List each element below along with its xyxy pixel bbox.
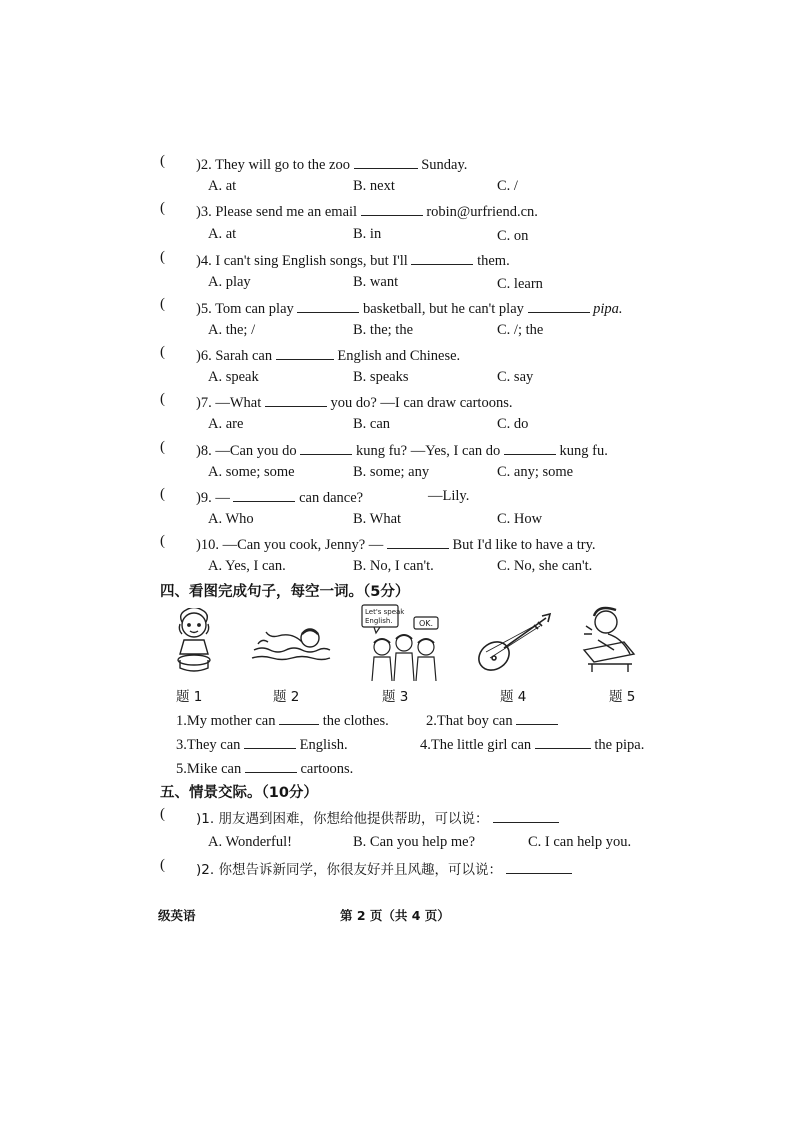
question-7: )7. —What you do? —I can draw cartoons. (196, 392, 512, 412)
answer-paren: ( (160, 249, 165, 265)
picture-4-pipa (474, 612, 554, 674)
option-b: B. can (353, 416, 391, 432)
option-b: B. No, I can't. (353, 558, 434, 574)
option-c: C. do (497, 416, 529, 432)
option-b: B. the; the (353, 322, 414, 338)
answer-blank[interactable] (300, 440, 352, 455)
caption-3: 题 3 (382, 689, 409, 705)
answer-blank[interactable] (387, 534, 449, 549)
answer-blank[interactable] (528, 298, 590, 313)
option-b: B. want (353, 274, 399, 290)
option-c: C. any; some (497, 464, 574, 480)
option-a: A. some; some (208, 464, 295, 480)
caption-5: 题 5 (609, 689, 636, 705)
answer-blank[interactable] (265, 392, 327, 407)
option-a: A. play (208, 274, 251, 290)
option-b: B. Can you help me? (353, 834, 476, 850)
situation-question-2: )2. 你想告诉新同学，你很友好并且风趣，可以说： (196, 858, 572, 878)
caption-2: 题 2 (273, 689, 300, 705)
caption-4: 题 4 (500, 689, 527, 705)
answer-paren: ( (160, 806, 165, 822)
sentence-5: 5.Mike can cartoons. (176, 758, 353, 778)
answer-paren: ( (160, 153, 165, 169)
footer-page-number: 第 2 页（共 4 页） (340, 908, 450, 923)
answer-paren: ( (160, 344, 165, 360)
option-a: A. Who (208, 511, 254, 527)
picture-5-drawing (578, 606, 638, 674)
option-b: B. What (353, 511, 402, 527)
sentence-3: 3.They can English. (176, 734, 348, 754)
question-3: )3. Please send me an email robin@urfriend.cn. (196, 201, 538, 221)
question-4: )4. I can't sing English songs, but I'll them. (196, 250, 510, 270)
question-5: )5. Tom can play basketball, but he can't play pipa. (196, 298, 623, 318)
answer-blank[interactable] (245, 758, 297, 773)
question-6: )6. Sarah can English and Chinese. (196, 345, 460, 365)
option-c: C. on (497, 228, 529, 244)
question-2: )2. They will go to the zoo Sunday. (196, 154, 467, 174)
question-9-answer: —Lily. (428, 488, 470, 504)
answer-blank[interactable] (493, 808, 559, 823)
option-c: C. /; the (497, 322, 544, 338)
answer-paren: ( (160, 486, 165, 502)
answer-blank[interactable] (361, 201, 423, 216)
option-a: A. at (208, 226, 237, 242)
option-a: A. speak (208, 369, 259, 385)
answer-paren: ( (160, 533, 165, 549)
option-c: C. I can help you. (528, 834, 632, 850)
option-c: C. learn (497, 276, 543, 292)
option-b: B. some; any (353, 464, 430, 480)
option-c: C. How (497, 511, 543, 527)
answer-paren: ( (160, 439, 165, 455)
svg-text:OK.: OK. (419, 619, 434, 628)
option-a: A. are (208, 416, 244, 432)
option-c: C. No, she can't. (497, 558, 593, 574)
answer-paren: ( (160, 296, 165, 312)
answer-blank[interactable] (233, 487, 295, 502)
answer-blank[interactable] (504, 440, 556, 455)
answer-blank[interactable] (279, 710, 319, 725)
option-c: C. say (497, 369, 534, 385)
picture-3-speaking-english (360, 603, 450, 683)
svg-text:English.: English. (365, 617, 393, 625)
option-b: B. speaks (353, 369, 409, 385)
answer-blank[interactable] (276, 345, 334, 360)
answer-blank[interactable] (297, 298, 359, 313)
answer-blank[interactable] (411, 250, 473, 265)
answer-blank[interactable] (535, 734, 591, 749)
question-9: )9. — can dance? (196, 487, 363, 507)
situation-question-1: )1. 朋友遇到困难，你想给他提供帮助，可以说： (196, 807, 559, 827)
answer-paren: ( (160, 200, 165, 216)
option-a: A. at (208, 178, 237, 194)
question-8: )8. —Can you do kung fu? —Yes, I can do kung fu. (196, 440, 608, 460)
footer-subject: 级英语 (158, 908, 196, 923)
caption-1: 题 1 (176, 689, 203, 705)
picture-2-swimming (248, 622, 334, 666)
option-a: A. Yes, I can. (208, 558, 286, 574)
answer-blank[interactable] (354, 154, 418, 169)
option-a: A. Wonderful! (208, 834, 292, 850)
svg-text:Let's speak: Let's speak (365, 608, 405, 616)
section-5-heading: 五、情景交际。（10分） (160, 785, 318, 801)
sentence-2: 2.That boy can (426, 710, 558, 730)
picture-1-washing-clothes (170, 608, 220, 674)
option-b: B. in (353, 226, 382, 242)
option-b: B. next (353, 178, 395, 194)
answer-paren: ( (160, 857, 165, 873)
answer-blank[interactable] (506, 859, 572, 874)
question-10: )10. —Can you cook, Jenny? — But I'd like to have a try. (196, 534, 596, 554)
option-a: A. the; / (208, 322, 256, 338)
option-c: C. / (497, 178, 518, 194)
sentence-4: 4.The little girl can the pipa. (420, 734, 644, 754)
answer-blank[interactable] (516, 710, 558, 725)
sentence-1: 1.My mother can the clothes. (176, 710, 389, 730)
answer-paren: ( (160, 391, 165, 407)
answer-blank[interactable] (244, 734, 296, 749)
section-4-heading: 四、看图完成句子，每空一词。（5分） (160, 584, 410, 600)
